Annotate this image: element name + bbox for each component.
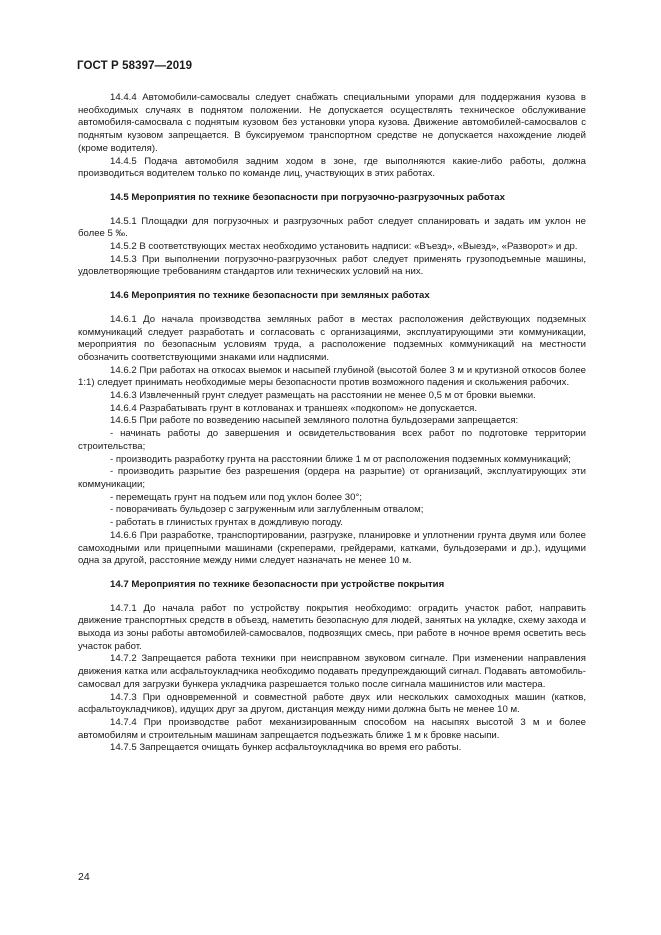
list-item: - производить разрытие без разрешения (ордера на разрытие) от организаций, эксплуатирующих эти коммуникации;	[78, 466, 586, 490]
list-item: - перемещать грунт на подъем или под уклон более 30°;	[110, 491, 362, 503]
section-heading-14-5: 14.5 Мероприятия по технике безопасности при погрузочно-разгрузочных работах	[110, 191, 505, 203]
paragraph-14-4-5: 14.4.5 Подача автомобиля задним ходом в зоне, где выполняются какие-либо работы, должна производиться водителем только по команде лиц, участвующих в этих работах.	[78, 155, 586, 180]
paragraph-14-5-2: 14.5.2 В соответствующих местах необходимо установить надписи: «Въезд», «Выезд», «Разворот» и др.	[110, 241, 578, 253]
section-heading-14-7: 14.7 Мероприятия по технике безопасности при устройстве покрытия	[110, 578, 445, 590]
list-item: - начинать работы до завершения и освидетельствования всех работ по подготовке территории строительства;	[78, 428, 586, 452]
paragraph-14-7-3: 14.7.3 При одновременной и совместной работе двух или нескольких самоходных машин (катков, асфальтоукладчиков), идущих друг за другом, дистанция между ними должна быть не менее 10 м.	[78, 691, 586, 716]
paragraph-14-6-2: 14.6.2 При работах на откосах выемок и насыпей глубиной (высотой более 3 м и крутизной откосов более 1:1) следует принимать необходимые меры безопасности против возможного падения и скольжения рабочих.	[78, 364, 586, 389]
paragraph-14-7-2: 14.7.2 Запрещается работа техники при неисправном звуковом сигнале. При изменении направления движения катка или асфальтоукладчика необходимо подавать предупреждающий сигнал. Подавать автомобиль-самосвал для загрузки бункера укладчика разрешается только после сигнала машинистов или мастера.	[78, 653, 586, 690]
paragraph-14-6-5: 14.6.5 При работе по возведению насыпей земляного полотна бульдозерами запрещается:	[110, 415, 519, 427]
paragraph-14-6-3: 14.6.3 Извлеченный грунт следует размещать на расстоянии не менее 0,5 м от бровки выемки.	[110, 390, 536, 402]
paragraph-14-5-1: 14.5.1 Площадки для погрузочных и разгрузочных работ следует спланировать и задать им уклон не более 5 ‰.	[78, 215, 586, 240]
paragraph-14-6-1: 14.6.1 До начала производства земляных работ в местах расположения действующих подземных коммуникаций следует разработать и согласовать с организациями, эксплуатирующими эти коммуникации, мероприятия по безопасным условиям труда, а расположение подземных коммуникаций на местности обозначить соответствующими знаками или надписями.	[78, 313, 586, 363]
list-item: - производить разработку грунта на расстоянии ближе 1 м от расположения подземных коммуникаций;	[110, 453, 571, 465]
paragraph-14-6-4: 14.6.4 Разрабатывать грунт в котлованах и траншеях «подкопом» не допускается.	[110, 402, 478, 414]
list-item: - работать в глинистых грунтах в дождливую погоду.	[110, 517, 343, 529]
page-number: 24	[78, 871, 90, 883]
section-heading-14-6: 14.6 Мероприятия по технике безопасности при земляных работах	[110, 290, 430, 302]
document-header: ГОСТ Р 58397—2019	[77, 60, 193, 72]
paragraph-14-7-5: 14.7.5 Запрещается очищать бункер асфальтоукладчика во время его работы.	[110, 742, 462, 754]
paragraph-14-5-3: 14.5.3 При выполнении погрузочно-разгрузочных работ следует применять грузоподъемные машины, удовлетворяющие требованиям стандартов или технических условий на них.	[78, 253, 586, 278]
paragraph-14-6-6: 14.6.6 При разработке, транспортировании, разгрузке, планировке и уплотнении грунта двумя или более самоходными или прицепными машинами (скреперами, грейдерами, катками, бульдозерами и др.), идущими одна за другой, расстояние между ними следует назначать не менее 10 м.	[78, 529, 586, 567]
paragraph-14-7-1: 14.7.1 До начала работ по устройству покрытия необходимо: оградить участок работ, направить движение транспортных средств в объезд, наметить безопасную для людей, занятых на укладке, схему захода и выхода из зоны работы автомобилей-самосвалов, подвозящих смесь, при работе в ночное время осветить весь участок работ.	[78, 602, 586, 652]
document-body	[78, 92, 586, 755]
paragraph-14-4-4: 14.4.4 Автомобили-самосвалы следует снабжать специальными упорами для поддержания кузова в необходимых случаях в поднятом положении. Не допускается осуществлять техническое обслуживание автомобиля-самосвала с поднятым кузовом без установки упора кузова. Движение автомобилей-самосвалов с поднятым кузовом запрещается. В буксируемом транспортном средстве не допускается нахождение людей (кроме водителя).	[78, 92, 586, 154]
paragraph-14-7-4: 14.7.4 При производстве работ механизированным способом на насыпях высотой 3 м и более автомобилям и строительным машинам запрещается подъезжать ближе 1 м к бровке насыпи.	[78, 716, 586, 741]
list-item: - поворачивать бульдозер с загруженным или заглубленным отвалом;	[110, 504, 424, 516]
